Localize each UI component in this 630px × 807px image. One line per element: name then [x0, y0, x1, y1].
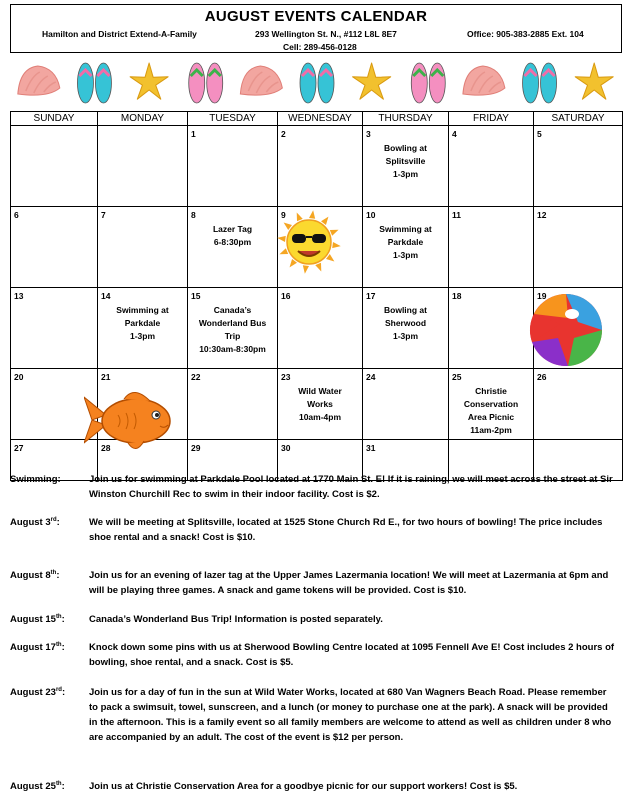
ordinal-suffix: th [55, 613, 62, 620]
event-text [363, 223, 448, 262]
calendar-week [11, 126, 623, 207]
flip-flops-icon [300, 63, 334, 103]
calendar-day-cell [534, 288, 623, 369]
calendar-day-cell [98, 288, 188, 369]
event-line: Works [307, 399, 333, 409]
day-number: 7 [101, 210, 106, 220]
day-number: 4 [452, 129, 457, 139]
event-line: 1-3pm [392, 331, 419, 341]
calendar-day-cell [11, 126, 98, 207]
day-number: 25 [452, 372, 462, 382]
note-label: August 8th: [10, 569, 60, 581]
calendar-day-cell [11, 288, 98, 369]
event-line: 11am-2pm [470, 425, 512, 435]
calendar-day-cell [278, 126, 363, 207]
note-label: August 17th: [10, 641, 65, 653]
day-number: 14 [101, 291, 111, 301]
event-text [278, 385, 362, 424]
event-line: Conservation [463, 399, 519, 409]
event-line: Area Picnic [467, 412, 515, 422]
event-line: 10am-4pm [298, 412, 342, 422]
day-number: 2 [281, 129, 286, 139]
note-text: We will be meeting at Splitsville, located at 1525 Stone Church Rd E., for two hours of bowling! The price includes shoe rental and a snack! Cost is $10. [89, 517, 603, 543]
day-number: 11 [452, 210, 461, 220]
day-number: 18 [452, 291, 462, 301]
page-title: AUGUST EVENTS CALENDAR [204, 8, 428, 25]
calendar-week [11, 288, 623, 369]
note-label-text: August 8 [10, 570, 51, 581]
day-header-monday: MONDAY [98, 112, 188, 126]
event-line: 1-3pm [129, 331, 156, 341]
day-number: 6 [14, 210, 19, 220]
note-text: Join us at Christie Conservation Area for a goodbye picnic for our support workers! Cost is $5. [89, 781, 518, 792]
calendar-day-cell [98, 369, 188, 440]
note-label-text: August 3 [10, 517, 51, 528]
note-label: August 25th: [10, 780, 65, 792]
calendar-day-cell [363, 369, 449, 440]
sun-icon [276, 209, 342, 275]
event-text [188, 223, 277, 249]
event-line: Bowling at [384, 143, 427, 153]
calendar-day-cell [278, 369, 363, 440]
event-line: Parkdale [387, 237, 424, 247]
calendar-day-cell [188, 126, 278, 207]
starfish-icon [353, 63, 391, 99]
address: 293 Wellington St. N., #112 L8L 8E7 [255, 29, 397, 39]
day-number: 8 [191, 210, 196, 220]
day-header-friday: FRIDAY [449, 112, 534, 126]
note-label-text: August 23 [10, 687, 56, 698]
event-line: 1-3pm [392, 169, 419, 179]
note-label-text: August 15 [10, 614, 56, 625]
calendar-day-cell [363, 207, 449, 288]
day-number: 10 [366, 210, 376, 220]
ordinal-suffix: th [55, 641, 62, 648]
shell-icon [18, 66, 60, 95]
note-text: Join us for an evening of lazer tag at the Upper James Lazermania location! We will meet at Lazermania at 6pm and will be playing three games. A snack and game tokens will be provided. Cost is $10. [89, 570, 609, 596]
day-header-saturday: SATURDAY [534, 112, 623, 126]
day-number: 17 [366, 291, 376, 301]
event-line: Swimming at [379, 224, 432, 234]
day-number: 30 [281, 443, 291, 453]
note-label-text: Swimming: [10, 474, 61, 485]
event-line: Sherwood [384, 318, 427, 328]
note-text: Join us for a day of fun in the sun at Wild Water Works, located at 680 Van Wagners Beach Road. Please remember to pack a swimsuit, towel, sunscreen, and a lunch (or money to purchase one at the park). A snack will be provided in the afternoon. This is a family event so all family members are welcome to attend as well as children under 8 who are accompanied by an adult. The cost of the event is $12 per person. [89, 687, 612, 743]
beach-banner [10, 58, 622, 108]
calendar-week [11, 207, 623, 288]
day-number: 29 [191, 443, 201, 453]
event-line: 1-3pm [392, 250, 419, 260]
flip-flops-icon [77, 63, 111, 103]
organization-name: Hamilton and District Extend-A-Family [42, 29, 197, 39]
day-number: 12 [537, 210, 547, 220]
day-number: 22 [191, 372, 201, 382]
calendar-day-cell [278, 207, 363, 288]
day-number: 16 [281, 291, 291, 301]
day-number: 26 [537, 372, 547, 382]
event-line: Parkdale [124, 318, 161, 328]
day-number: 27 [14, 443, 24, 453]
note-label [10, 472, 61, 487]
header [10, 4, 622, 53]
ordinal-suffix: th [55, 780, 62, 787]
office-phone: Office: 905-383-2885 Ext. 104 [467, 29, 584, 39]
day-number: 9 [281, 210, 286, 220]
event-line: Christie [475, 386, 507, 396]
event-text [363, 142, 448, 181]
note-label-text: August 17 [10, 642, 56, 653]
event-text [363, 304, 448, 343]
flip-flops-pink-icon [411, 63, 445, 103]
calendar-day-cell [449, 369, 534, 440]
day-number: 19 [537, 291, 547, 301]
event-line: Wild Water [298, 386, 342, 396]
day-number: 3 [366, 129, 371, 139]
day-header-tuesday: TUESDAY [188, 112, 278, 126]
flip-flops-pink-icon [189, 63, 223, 103]
event-line: Swimming at [116, 305, 169, 315]
day-number: 5 [537, 129, 542, 139]
ordinal-suffix: th [50, 569, 57, 576]
ordinal-suffix: rd [55, 686, 62, 693]
day-header-sunday: SUNDAY [11, 112, 98, 126]
calendar-day-cell [449, 288, 534, 369]
note-label: August 23rd: [10, 686, 66, 698]
event-line: Splitsville [385, 156, 426, 166]
calendar-day-cell [449, 207, 534, 288]
event-line: 10:30am-8:30pm [199, 344, 266, 354]
event-line: Wonderland Bus [198, 318, 267, 328]
calendar-day-cell [534, 126, 623, 207]
event-line: Trip [224, 331, 241, 341]
note-text: Join us for swimming at Parkdale Pool located at 1770 Main St. E! If it is raining, we will meet across the street at Sir Winston Churchill Rec to swim in their indoor facility. Cost is $2. [89, 474, 613, 500]
note-text: Canada’s Wonderland Bus Trip! Information is posted separately. [89, 614, 383, 625]
flip-flops-icon [523, 63, 557, 103]
event-line: Canada’s [213, 305, 252, 315]
note-text: Knock down some pins with us at Sherwood Bowling Centre located at 1095 Fennell Ave E! Cost includes 2 hours of bowling, shoe rental, and a snack. Cost is $5. [89, 642, 615, 668]
starfish-icon [130, 63, 168, 99]
calendar-day-cell [188, 288, 278, 369]
calendar-day-cell [363, 288, 449, 369]
event-text [449, 385, 533, 437]
calendar-day-cell [98, 126, 188, 207]
starfish-icon [575, 63, 613, 99]
calendar-day-cell [98, 207, 188, 288]
day-number: 21 [101, 372, 111, 382]
day-header-wednesday: WEDNESDAY [278, 112, 363, 126]
event-line: Bowling at [384, 305, 427, 315]
day-number: 31 [366, 443, 376, 453]
calendar-grid [10, 111, 623, 481]
day-number: 23 [281, 372, 291, 382]
calendar-day-cell [363, 126, 449, 207]
day-number: 28 [101, 443, 111, 453]
day-number: 13 [14, 291, 24, 301]
cell-phone: Cell: 289-456-0128 [283, 42, 357, 52]
day-header-thursday: THURSDAY [363, 112, 449, 126]
calendar-day-cell [11, 207, 98, 288]
beach-ball-icon [528, 292, 604, 368]
ordinal-suffix: rd [50, 516, 57, 523]
event-text [98, 304, 187, 343]
event-line: Lazer Tag [212, 224, 253, 234]
note-label-text: August 25 [10, 781, 56, 792]
calendar-week [11, 369, 623, 440]
calendar-day-cell [534, 207, 623, 288]
day-number: 24 [366, 372, 376, 382]
day-number: 15 [191, 291, 201, 301]
calendar-day-cell [188, 369, 278, 440]
calendar-day-cell [278, 288, 363, 369]
shell-icon [240, 66, 282, 95]
calendar-day-cell [188, 207, 278, 288]
day-number: 20 [14, 372, 24, 382]
calendar-day-cell [449, 126, 534, 207]
note-label: August 3rd: [10, 516, 60, 528]
event-text [188, 304, 277, 356]
calendar-day-cell [534, 369, 623, 440]
note-label: August 15th: [10, 613, 65, 625]
shell-icon [463, 66, 505, 95]
day-number: 1 [191, 129, 196, 139]
event-line: 6-8:30pm [213, 237, 252, 247]
